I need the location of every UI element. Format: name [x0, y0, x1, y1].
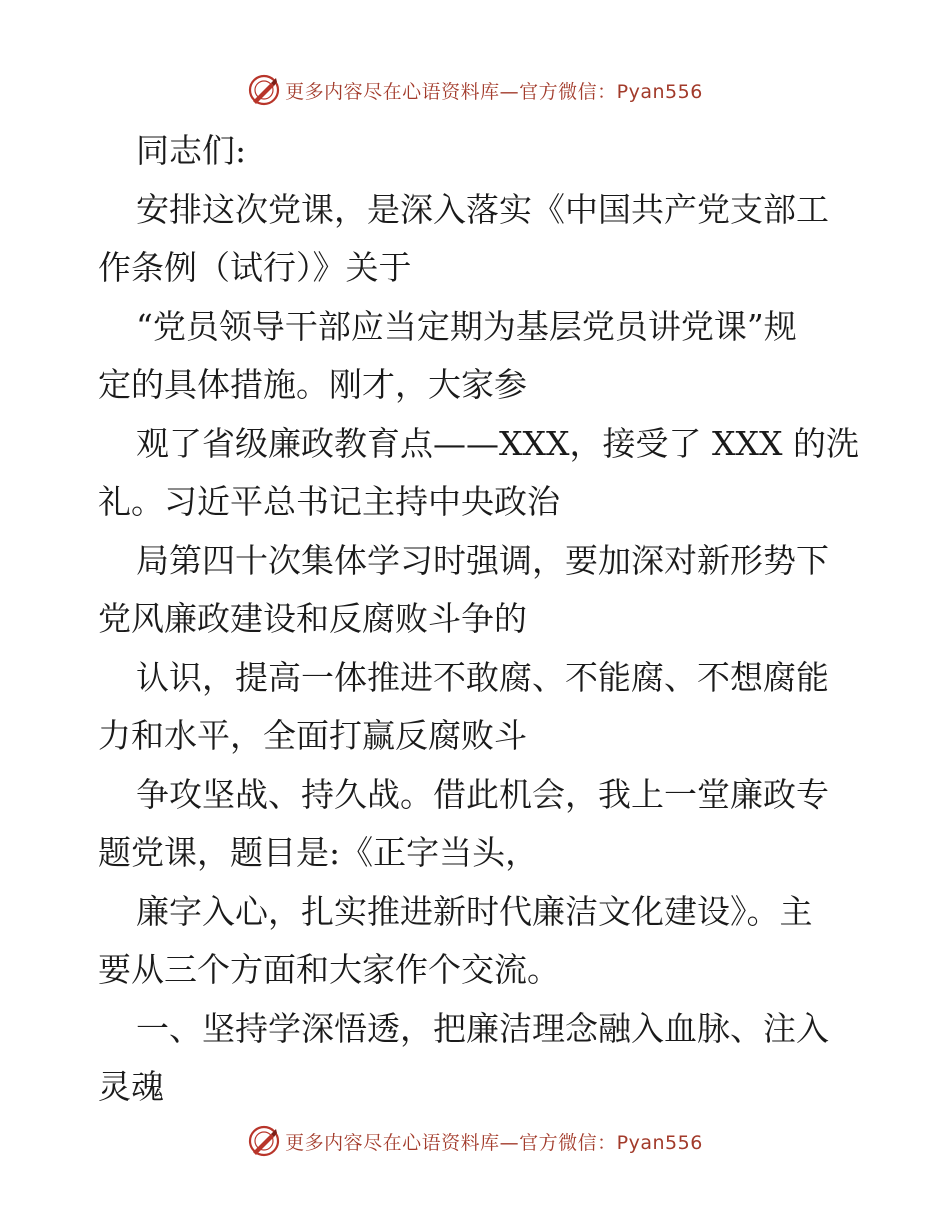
text-line: 廉字入心，扎实推进新时代廉洁文化建设》。主 — [136, 891, 813, 931]
text-line: 力和水平，全面打赢反腐败斗 — [98, 716, 527, 755]
text-line: 要从三个方面和大家作个交流。 — [98, 950, 560, 989]
pen-logo-icon — [247, 73, 281, 107]
document-body — [98, 122, 859, 1117]
text-line: 同志们: — [136, 131, 247, 170]
text-line: 定的具体措施。刚才，大家参 — [98, 365, 527, 404]
footer-watermark — [0, 1121, 950, 1161]
header-watermark — [0, 70, 950, 110]
text-line: 党风廉政建设和反腐败斗争的 — [98, 599, 527, 638]
text-line: 安排这次党课，是深入落实《中国共产党支部工 — [136, 189, 829, 229]
section-heading: 一、坚持学深悟透，把廉洁理念融入血脉、注入 — [136, 1008, 829, 1048]
pen-logo-icon — [247, 1124, 281, 1158]
text-line: 礼。习近平总书记主持中央政治 — [98, 482, 560, 521]
text-line: 局第四十次集体学习时强调，要加深对新形势下 — [136, 540, 829, 580]
watermark-text: 更多内容尽在心语资料库—官方微信：Pyan556 — [285, 80, 703, 103]
section-heading-continued: 灵魂 — [98, 1067, 164, 1106]
text-line: 观了省级廉政教育点——XXX，接受了 XXX 的洗 — [136, 423, 859, 463]
text-line: 争攻坚战、持久战。借此机会，我上一堂廉政专 — [136, 774, 829, 814]
text-line: “党员领导干部应当定期为基层党员讲党课”规 — [136, 306, 797, 346]
text-line: 认识，提高一体推进不敢腐、不能腐、不想腐能 — [136, 657, 829, 697]
watermark-text: 更多内容尽在心语资料库—官方微信：Pyan556 — [285, 1131, 703, 1154]
text-line: 题党课，题目是:《正字当头， — [98, 833, 539, 872]
text-line: 作条例（试行）》关于 — [98, 248, 412, 287]
